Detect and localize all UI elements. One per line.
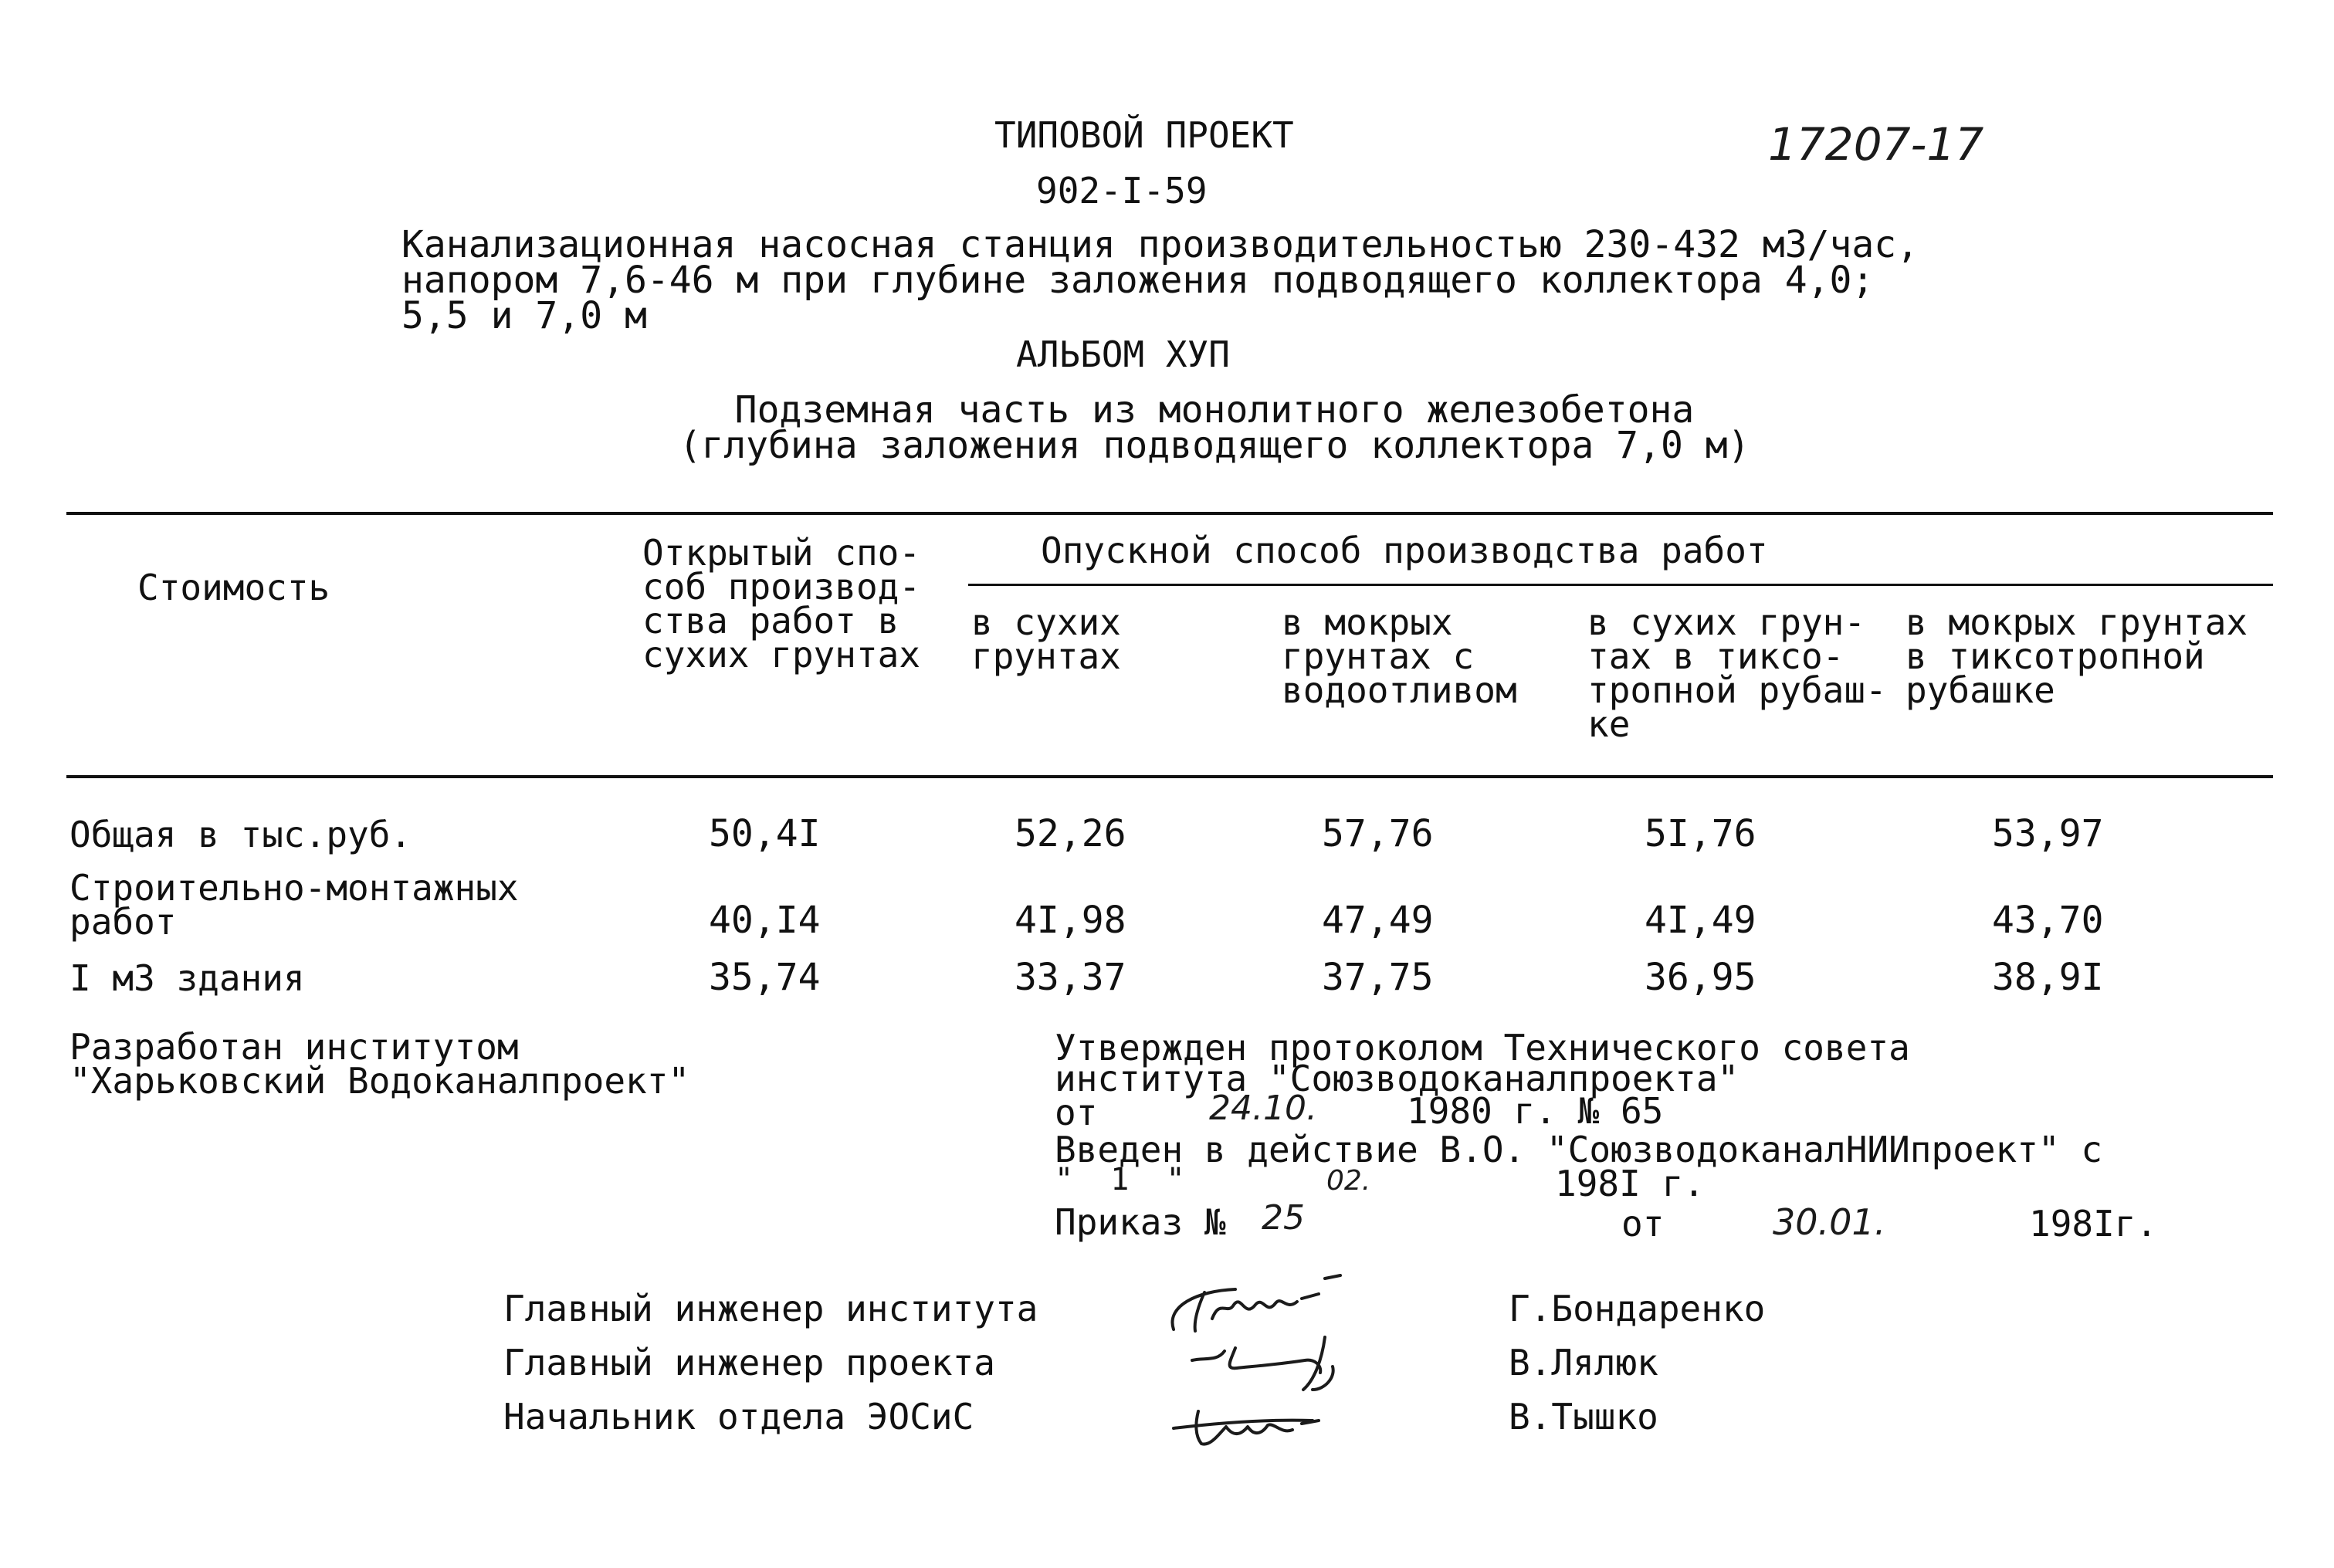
row-label: Общая в тыс.руб.: [69, 814, 412, 855]
approval-line-1: Утвержден протоколом Технического совета: [1055, 1027, 1910, 1068]
order-label: Приказ №: [1055, 1201, 1226, 1243]
cell-value: 47,49: [1322, 899, 1434, 942]
approval-protocol-date: 24.10.: [1209, 1089, 1317, 1128]
column-header-open-method: Открытый спо- соб производ- ства работ в сухих грунтах: [642, 532, 921, 676]
cell-value: 52,26: [1015, 812, 1126, 855]
signatory-name: В.Лялюк: [1509, 1342, 1658, 1383]
registry-number: 17207-17: [1768, 118, 1984, 171]
signature-role: Начальник отдела ЭОСиС: [503, 1396, 974, 1438]
enacted-year: 198I г.: [1555, 1163, 1705, 1204]
signatory-name: Г.Бондаренко: [1509, 1288, 1766, 1329]
cell-value: 4I,98: [1015, 899, 1126, 942]
approval-line-2: института "Союзводоканалпроекта": [1055, 1058, 1739, 1099]
approval-protocol-year: 1980 г. № 65: [1407, 1090, 1664, 1132]
cell-value: 38,9I: [1992, 956, 2104, 999]
doc-type-heading: ТИПОВОЙ ПРОЕКТ: [994, 114, 1294, 156]
developer-institute: Разработан институтом "Харьковский Водоканалпроект": [69, 1026, 690, 1102]
cell-value: 36,95: [1645, 956, 1756, 999]
column-header-cost: Стоимость: [137, 567, 330, 608]
project-title: Канализационная насосная станция производительностью 230-432 м3/час, напором 7,6-46 м при глубине заложения подводящего коллектора 4,0; 5,5 и 7,0 м: [401, 223, 1919, 337]
cell-value: 50,4I: [709, 812, 821, 855]
cell-value: 43,70: [1992, 899, 2104, 942]
group-header-rule: [968, 584, 2273, 586]
table-header-rule: [66, 775, 2273, 778]
signature-role: Главный инженер института: [503, 1288, 1038, 1329]
cell-value: 57,76: [1322, 812, 1434, 855]
column-header-dry-soil: в сухих грунтах: [971, 601, 1121, 677]
order-date: 30.01.: [1773, 1201, 1886, 1243]
row-label: Строительно-монтажных работ: [69, 867, 519, 943]
order-from-label: от: [1621, 1203, 1665, 1245]
signatory-name: В.Тышко: [1509, 1396, 1658, 1438]
enacted-month: 02.: [1326, 1165, 1371, 1197]
cell-value: 4I,49: [1645, 899, 1756, 942]
album-heading: АЛЬБОМ ХУП: [1016, 334, 1230, 375]
signature-stroke: [1174, 1411, 1319, 1444]
project-number: 902-I-59: [1036, 170, 1208, 212]
column-header-wet-soil-dewatering: в мокрых грунтах с водоотливом: [1282, 601, 1517, 711]
order-year: 198Iг.: [2029, 1203, 2158, 1245]
row-label: I м3 здания: [69, 957, 305, 999]
signature-stroke: [1192, 1337, 1333, 1390]
column-header-dry-soil-thixotropic: в сухих грун- тах в тиксо- тропной рубаш- ке: [1587, 601, 1887, 745]
cell-value: 53,97: [1992, 812, 2104, 855]
signature-role: Главный инженер проекта: [503, 1342, 995, 1383]
signature-stroke: [1325, 1275, 1340, 1278]
enacted-day: " 1 ": [1055, 1162, 1185, 1197]
table-top-rule: [66, 512, 2273, 515]
enacted-line: Введен в действие В.О. "СоюзводоканалНИИпроект" с: [1055, 1129, 2103, 1170]
order-number: 25: [1262, 1198, 1305, 1238]
cell-value: 37,75: [1322, 956, 1434, 999]
cell-value: 5I,76: [1645, 812, 1756, 855]
album-subtitle: Подземная часть из монолитного железобетона (глубина заложения подводящего коллектора 7,0 м): [679, 388, 1750, 467]
approval-from-label: от: [1055, 1092, 1098, 1133]
cell-value: 40,I4: [709, 899, 821, 942]
cell-value: 33,37: [1015, 956, 1126, 999]
handwritten-signatures: [1150, 1245, 1428, 1461]
signature-stroke: [1172, 1289, 1319, 1331]
cell-value: 35,74: [709, 956, 821, 999]
column-header-wet-soil-thixotropic: в мокрых грунтах в тиксотропной рубашке: [1905, 601, 2248, 711]
column-header-lowering-method: Опускной способ производства работ: [1041, 530, 1768, 571]
